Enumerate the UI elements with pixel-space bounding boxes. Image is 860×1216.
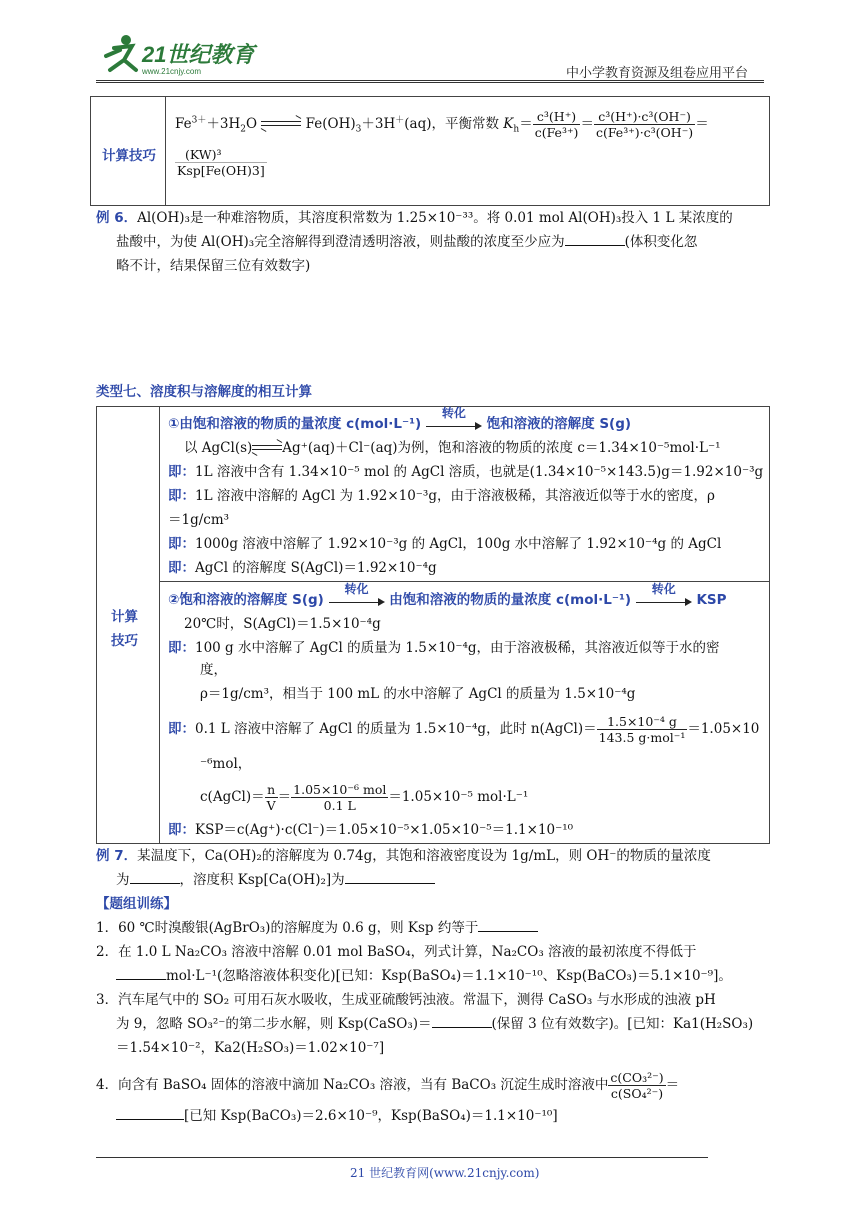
convert-arrow: 转化 xyxy=(426,418,482,430)
practice-q3-line-2: 为 9，忽略 SO₃²⁻的第二步水解，则 Ksp(CaSO₃)＝ (保留 3 位有效数字)。[已知：Ka1(H₂SO₃) xyxy=(116,1016,754,1032)
section-2-line-1: 20℃时，S(AgCl)＝1.5×10⁻⁴g xyxy=(184,616,381,632)
example-6-line-3: 略不计，结果保留三位有效数字) xyxy=(116,258,311,274)
example-6-line-2: 盐酸中，为使 Al(OH)₃完全溶解得到澄清透明溶液，则盐酸的浓度至少应为 (体积变化忽 xyxy=(116,234,698,250)
tips-label: 计算技巧 xyxy=(102,148,156,164)
site-logo xyxy=(96,30,261,80)
footer-text[interactable]: 21 世纪教育网(www.21cnjy.com) xyxy=(350,1166,540,1180)
practice-heading: 【题组训练】 xyxy=(96,896,177,912)
practice-q3-line-1: 3．汽车尾气中的 SO₂ 可用石灰水吸收，生成亚硫酸钙浊液。常温下，测得 CaSO₃ 与水形成的浊液 pH xyxy=(96,992,716,1008)
section-1-title: ①由饱和溶液的物质的量浓度 c(mol·L⁻¹) 转化 饱和溶液的溶解度 S(g) xyxy=(168,406,632,432)
platform-name: 中小学教育资源及组卷应用平台 xyxy=(566,66,749,81)
tips-table-1 xyxy=(90,96,770,206)
example-7-line-1: 例 7．某温度下，Ca(OH)₂的溶解度为 0.74g，其饱和溶液密度设为 1g/mL，则 OH⁻的物质的量浓度 xyxy=(96,848,711,864)
section-1-line-4: 即：1000g 溶液中溶解了 1.92×10⁻³g 的 AgCl，100g 水中溶解了 1.92×10⁻⁴g 的 AgCl xyxy=(168,536,722,552)
equilibrium-arrow xyxy=(261,121,301,129)
example-7-line-2: 为 ，溶度积 Ksp[Ca(OH)₂]为 xyxy=(116,872,435,888)
practice-q2-line-2: mol·L⁻¹(忽略溶液体积变化)[已知：Ksp(BaSO₄)＝1.1×10⁻¹⁰、Ksp(BaCO₃)＝5.1×10⁻⁹]。 xyxy=(116,968,732,984)
section-2-line-2: 即：100 g 水中溶解了 AgCl 的质量为 1.5×10⁻⁴g，由于溶液极稀，其溶液近似等于水的密 xyxy=(168,640,720,656)
convert-arrow-2: 转化 xyxy=(636,594,692,606)
table-divider xyxy=(159,407,160,843)
section-1-line-1: 以 AgCl(s) Ag⁺(aq)＋Cl⁻(aq)为例，饱和溶液的物质的浓度 c＝1.34×10⁻⁵mol·L⁻¹ xyxy=(184,440,721,456)
section-2-line-4c: ⁻⁶mol， xyxy=(200,756,252,772)
section-1-line-2: 即：1L 溶液中含有 1.34×10⁻⁵ mol 的 AgCl 溶质，也就是(1.34×10⁻⁵×143.5)g＝1.92×10⁻³g xyxy=(168,464,764,480)
hydrolysis-equation: $Fe^{3+}+3H_2O$ $Fe(OH)_3+3H^+(aq)$，平衡常数 $K_h=$ $\frac{\text{c³(H⁺)}}{\text{c(Fe³⁺)}}$ ＝ $\frac{\text{c³(H⁺)·c³(OH⁻)}}{\text{c(Fe³⁺)·c³(OH⁻)}}$ ＝ xyxy=(175,109,709,140)
section-2-line-6: 即：KSP＝c(Ag⁺)·c(Cl⁻)＝1.05×10⁻⁵×1.05×10⁻⁵＝1.1×10⁻¹⁰ xyxy=(168,822,574,838)
convert-arrow-1: 转化 xyxy=(329,594,385,606)
practice-q2-line-1: 2．在 1.0 L Na₂CO₃ 溶液中溶解 0.01 mol BaSO₄，列式计算，Na₂CO₃ 溶液的最初浓度不得低于 xyxy=(96,944,697,960)
practice-q4-line-1: 4．向含有 BaSO₄ 固体的溶液中滴加 Na₂CO₃ 溶液，当有 BaCO₃ 沉淀生成时溶液中 $\frac{\text{c(CO₃²⁻)}}{\text{c(SO₄²⁻)}}$ ＝ xyxy=(96,1070,680,1101)
section-heading: 类型七、溶度积与溶解度的相互计算 xyxy=(96,384,312,400)
logo-text: 21世纪教育 xyxy=(142,42,255,67)
practice-q1: 1．60 ℃时溴酸银(AgBrO₃)的溶解度为 0.6 g，则 Ksp 约等于 xyxy=(96,920,538,936)
header-divider xyxy=(96,80,764,81)
section-2-line-5: c(AgCl)＝ $\frac{n}{V}$ ＝ $\frac{\text{1.05×10⁻⁶ mol}}{0.1 L}$ ＝1.05×10⁻⁵ mol·L⁻¹ xyxy=(200,782,529,813)
header-divider-2 xyxy=(96,82,764,83)
logo-url: www.21cnjy.com xyxy=(142,67,201,76)
tips-label-a: 计算 xyxy=(111,609,138,625)
section-2-line-4: 即：0.1 L 溶液中溶解了 AgCl 的质量为 1.5×10⁻⁴g，此时 n(AgCl)＝ $\frac{\text{1.5×10⁻⁴ g}}{\text{143.5 g·mol⁻¹}}$ ＝1.05×10 xyxy=(168,714,760,745)
section-1-line-3: 即：1L 溶液中溶解的 AgCl 为 1.92×10⁻³g，由于溶液极稀，其溶液近似等于水的密度，ρ xyxy=(168,488,715,504)
tips-label-b: 技巧 xyxy=(111,633,138,649)
example-6-line-1: 例 6．Al(OH)₃是一种难溶物质，其溶度积常数为 1.25×10⁻³³。将 0.01 mol Al(OH)₃投入 1 L 某浓度的 xyxy=(96,210,733,226)
footer-divider xyxy=(96,1157,708,1158)
table-divider xyxy=(165,97,166,205)
practice-q3-line-3: ＝1.54×10⁻²，Ka2(H₂SO₃)＝1.02×10⁻⁷] xyxy=(116,1040,385,1056)
section-2-line-2b: 度， xyxy=(200,662,227,678)
fraction-2: $\frac{\text{c³(H⁺)·c³(OH⁻)}}{\text{c(Fe³⁺)·c³(OH⁻)}}$ xyxy=(595,109,694,140)
fraction-1: $\frac{\text{c³(H⁺)}}{\text{c(Fe³⁺)}}$ xyxy=(534,109,579,140)
section-1-line-3b: ＝1g/cm³ xyxy=(168,512,230,528)
practice-q4-line-2: [已知 Ksp(BaCO₃)＝2.6×10⁻⁹，Ksp(BaSO₄)＝1.1×10⁻¹⁰] xyxy=(116,1108,558,1124)
section-2-line-3: ρ＝1g/cm³，相当于 100 mL 的水中溶解了 AgCl 的质量为 1.5×10⁻⁴g xyxy=(200,686,636,702)
section-2-title: ②饱和溶液的溶解度 S(g) 转化 由饱和溶液的物质的量浓度 c(mol·L⁻¹) 转化 KSP xyxy=(168,582,727,608)
fraction-3: $\frac{\text{(KW)³}}{\text{Ksp[Fe(OH)3]}}$ xyxy=(177,147,265,178)
section-1-line-5: 即：AgCl 的溶解度 S(AgCl)＝1.92×10⁻⁴g xyxy=(168,560,437,576)
